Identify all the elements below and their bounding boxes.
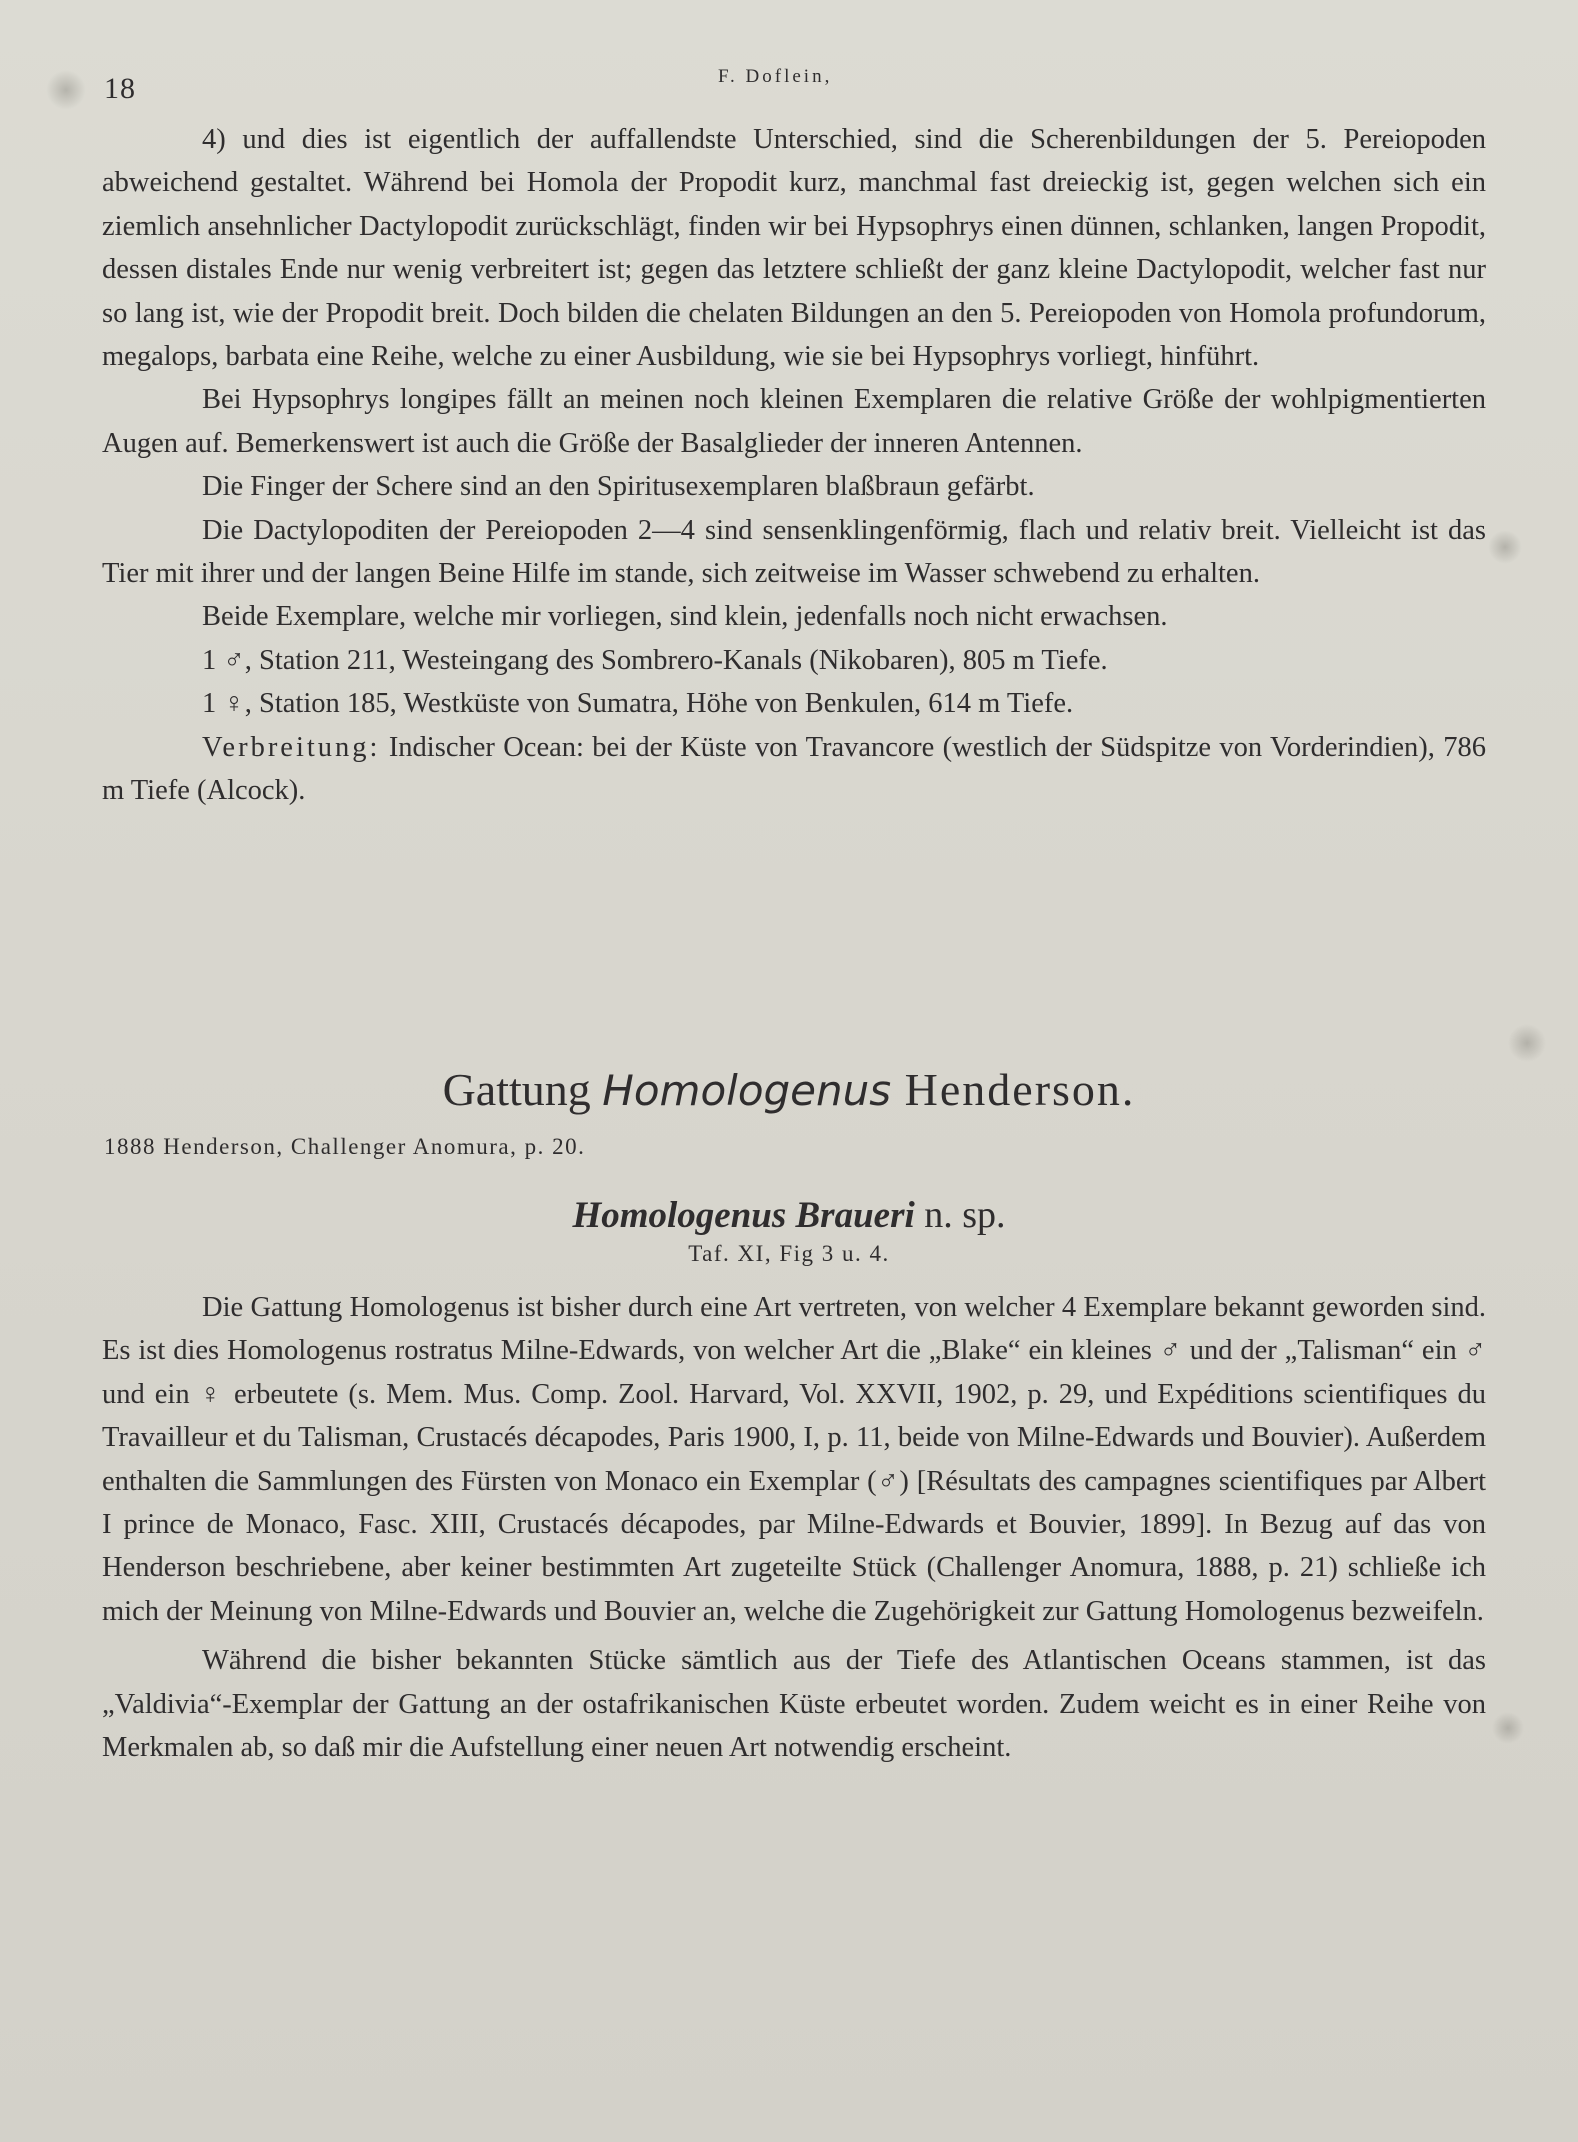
distribution-label: Verbreitung:	[202, 731, 381, 763]
paragraph-augen: Bei Hypsophrys longipes fällt an meinen noch kleinen Exemplaren die relative Größe der wohlpigmentierten Augen auf. Bemerkenswert ist auch die Größe der Basalglieder der inneren Antennen.	[102, 384, 1486, 459]
plate-reference: Taf. XI, Fig 3 u. 4.	[688, 1241, 890, 1266]
section-heading	[0, 1062, 1578, 1119]
body-text-top	[102, 118, 1486, 813]
literature-reference: 1888 Henderson, Challenger Anomura, p. 20.	[104, 1134, 586, 1159]
paragraph-valdivia: Während die bisher bekannten Stücke sämtlich aus der Tiefe des Atlantischen Oceans stammen, ist das „Valdivia“-Exemplar der Gattung an der ostafrikanischen Küste erbeutet worden. Zudem weicht es in einer Reihe von Merkmalen ab, so daß mir die Aufstellung einer neuen Art notwendig erscheint.	[102, 1645, 1486, 1764]
section-prefix: Gattung	[442, 1064, 603, 1115]
species-suffix: n. sp.	[914, 1194, 1006, 1236]
paper-spot	[1492, 1712, 1524, 1744]
paper-spot	[1508, 1024, 1546, 1062]
running-head	[0, 62, 1578, 105]
distribution-text: Indischer Ocean: bei der Küste von Travancore (westlich der Südspitze von Vorderindien), 786 m Tiefe (Alcock).	[102, 731, 1486, 807]
paragraph-exemplare: Beide Exemplare, welche mir vorliegen, sind klein, jedenfalls noch nicht erwachsen.	[202, 601, 1168, 633]
paragraph-finger: Die Finger der Schere sind an den Spiritusexemplaren blaßbraun gefärbt.	[202, 471, 1035, 503]
paragraph-dactylopoditen: Die Dactylopoditen der Pereiopoden 2—4 sind sensenklingenförmig, flach und relativ breit. Vielleicht ist das Tier mit ihrer und der langen Beine Hilfe im stande, sich zeitweise im Wasser schwebend zu erhalten.	[102, 514, 1486, 590]
distribution-paragraph	[102, 726, 1486, 813]
specimen-male: 1 ♂, Station 211, Westeingang des Sombrero-Kanals (Nikobaren), 805 m Tiefe.	[202, 644, 1108, 676]
species-name: Homologenus Braueri	[572, 1195, 915, 1236]
species-heading	[0, 1193, 1578, 1238]
paragraph-gattung: Die Gattung Homologenus ist bisher durch eine Art vertreten, von welcher 4 Exemplare bekannt geworden sind. Es ist dies Homologenus rostratus Milne-Edwards, von welcher Art die „Blake“ ein kleines ♂ und der „Talisman“ ein ♂ und ein ♀ erbeutete (s. Mem. Mus. Comp. Zool. Harvard, Vol. XXVII, 1902, p. 29, und Expéditions scientifiques du Travailleur et du Talisman, Crustacés décapodes, Paris 1900, I, p. 11, beide von Milne-Edwards und Bouvier). Außerdem enthalten die Sammlungen des Fürsten von Monaco ein Exemplar (♂) [Résultats des campagnes scientifiques par Albert I prince de Monaco, Fasc. XIII, Crustacés décapodes, par Milne-Edwards et Bouvier, 1899]. In Bezug auf das von Henderson beschriebene, aber keiner bestimmten Art zugeteilte Stück (Challenger Anomura, 1888, p. 21) schließe ich mich der Meinung von Milne-Edwards und Bouvier an, welche die Zugehörigkeit zur Gattung Homologenus bezweifeln.	[102, 1292, 1486, 1627]
page-number: 18	[104, 72, 136, 105]
paragraph-scherenbildungen: 4) und dies ist eigentlich der auffallendste Unterschied, sind die Scherenbildungen der 5. Pereiopoden abweichend gestaltet. Während bei Homola der Propodit kurz, manchmal fast dreieckig ist, gegen welchen sich ein ziemlich ansehnlicher Dactylopodit zurückschlägt, finden wir bei Hypsophrys einen dünnen, schlanken, langen Propodit, dessen distales Ende nur wenig verbreitert ist; gegen das letztere schließt der ganz kleine Dactylopodit, welcher fast nur so lang ist, wie der Propodit breit. Doch bilden die chelaten Bildungen an den 5. Pereiopoden von Homola profundorum, megalops, barbata eine Reihe, welche zu einer Ausbildung, wie sie bei Hypsophrys vorliegt, hinführt.	[102, 124, 1486, 373]
paper-spot	[1488, 530, 1522, 564]
running-author: F. Doflein,	[718, 66, 833, 87]
section-author: Henderson.	[891, 1064, 1136, 1115]
specimen-female: 1 ♀, Station 185, Westküste von Sumatra, Höhe von Benkulen, 614 m Tiefe.	[202, 688, 1074, 720]
section-genus: Homologenus	[602, 1066, 892, 1115]
body-text-bottom	[102, 1286, 1486, 1769]
